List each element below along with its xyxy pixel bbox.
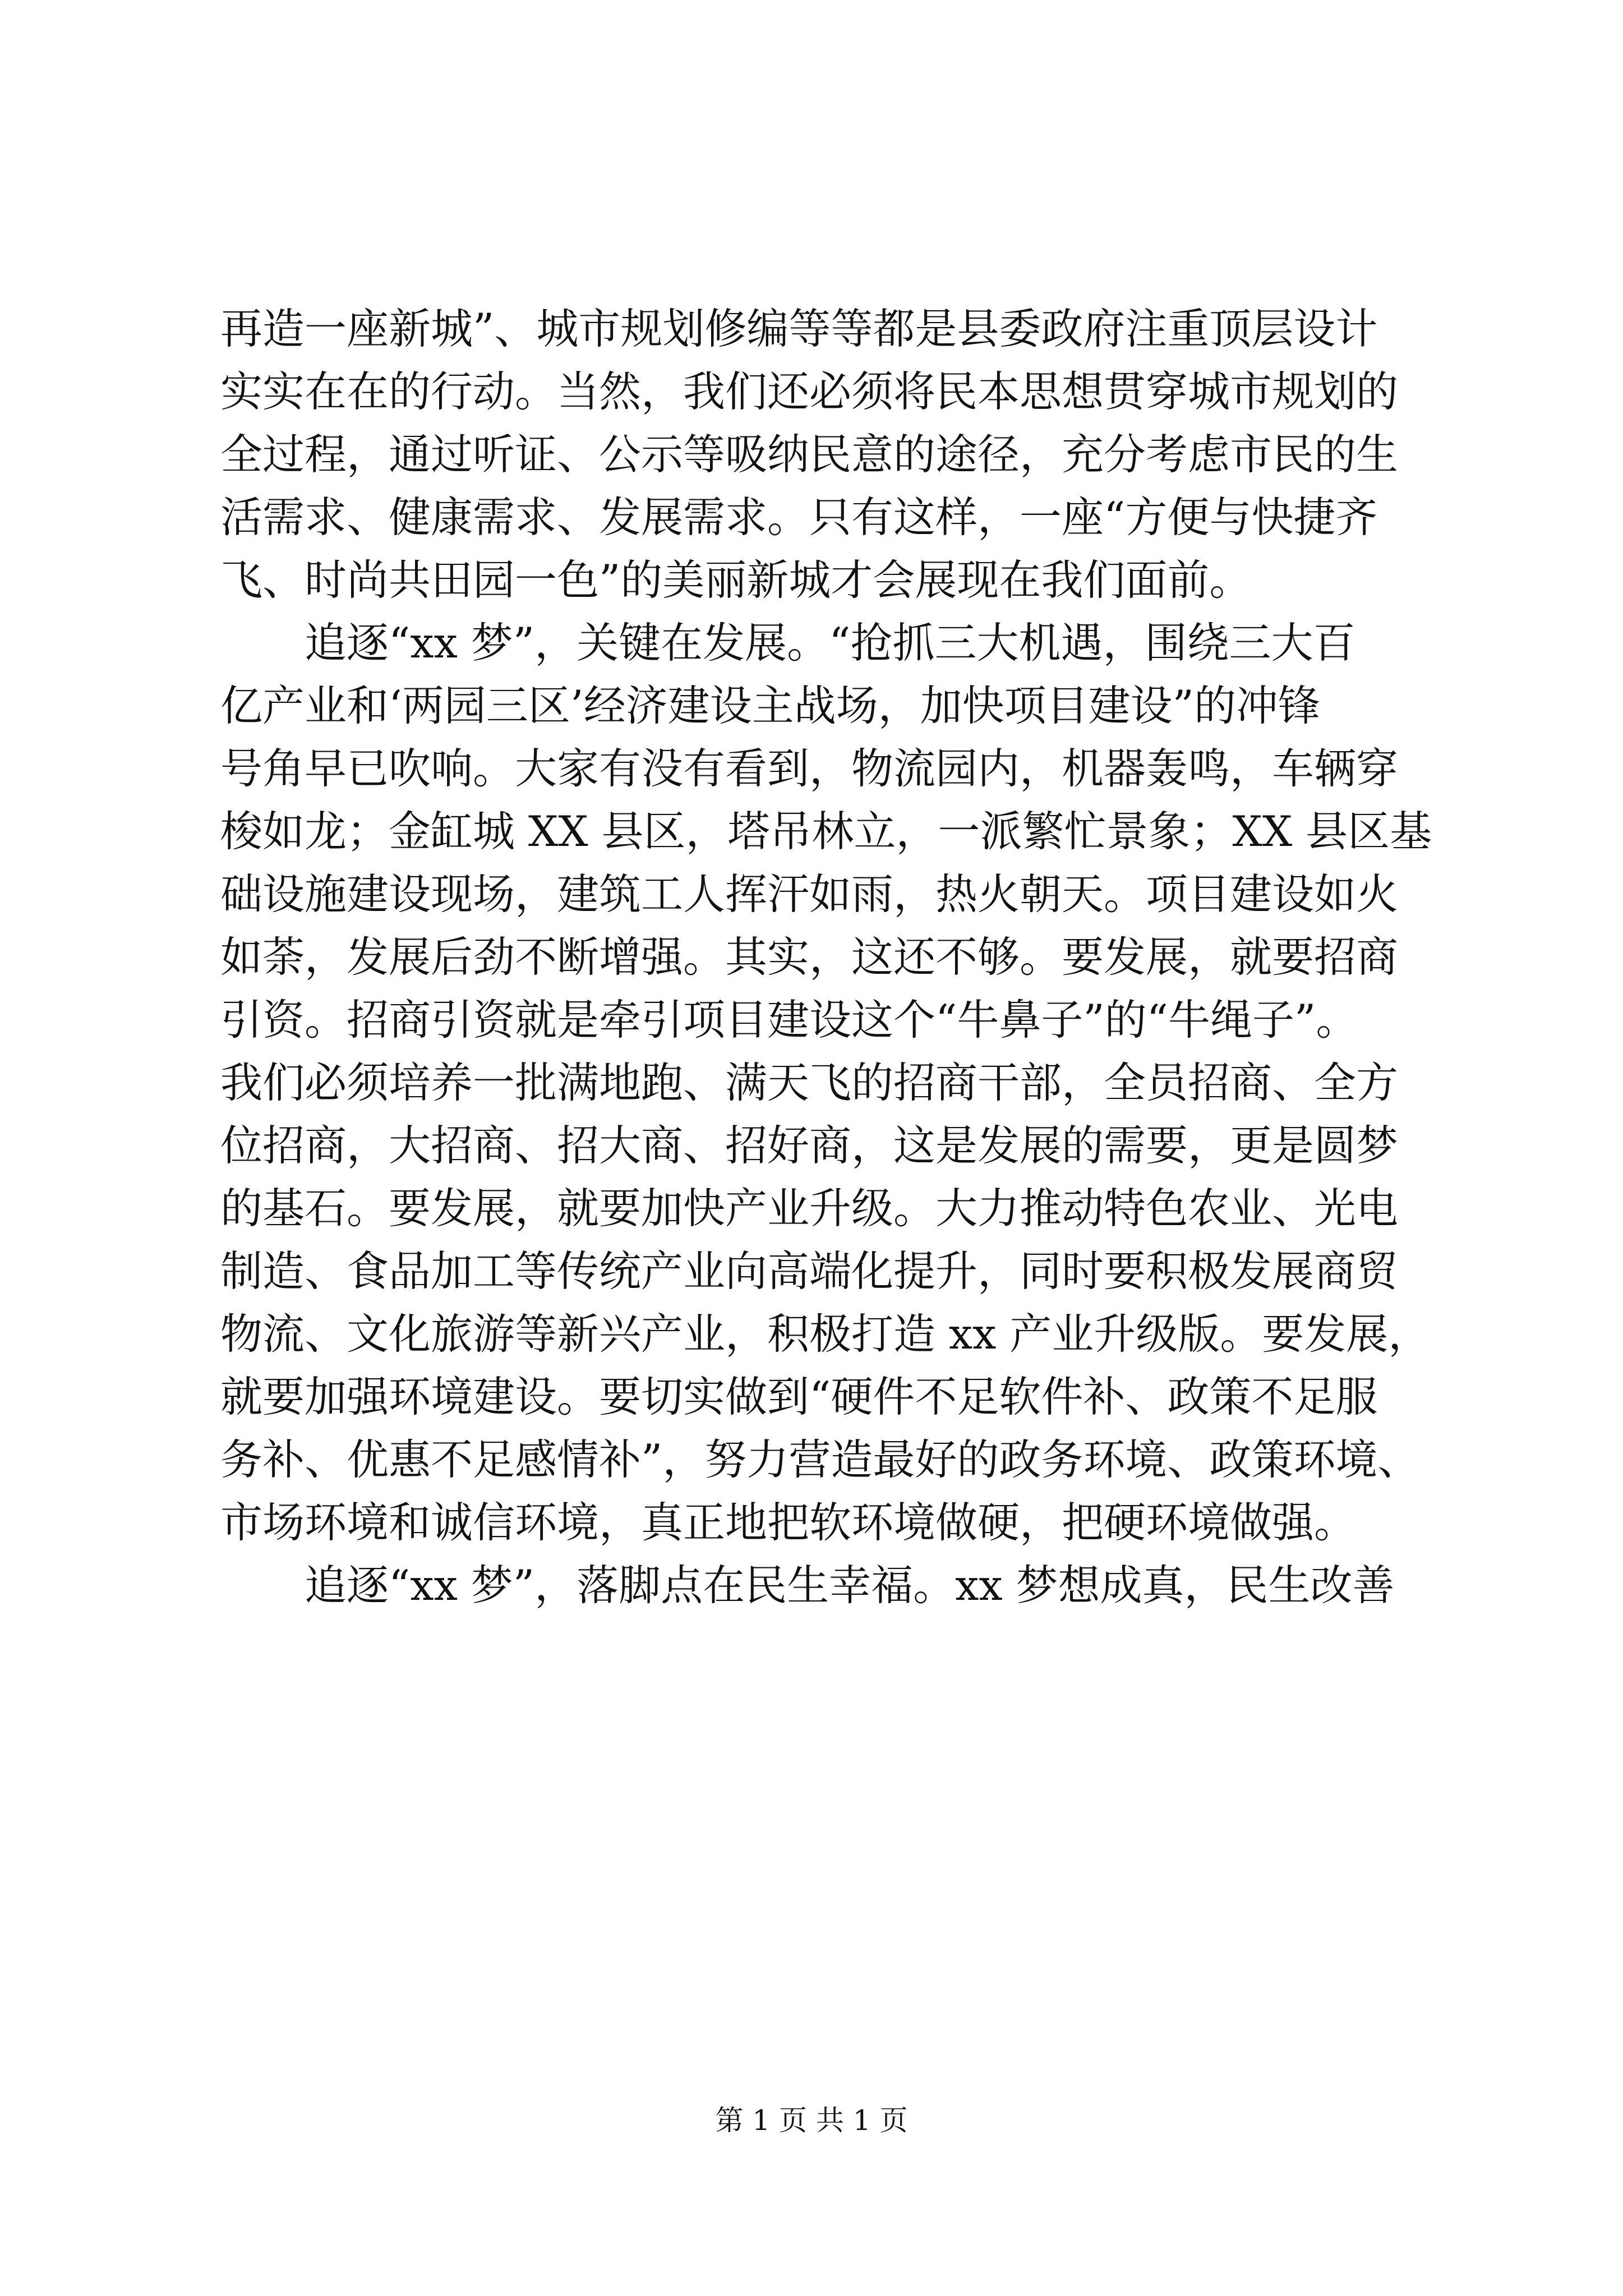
text-line: 梭如龙；金缸城 XX 县区，塔吊林立，一派繁忙景象；XX 县区基 bbox=[220, 807, 1432, 856]
page-number-label: 第 1 页 共 1 页 bbox=[715, 2104, 908, 2137]
text-line: 务补、优惠不足感情补”，努力营造最好的政务环境、政策环境、 bbox=[220, 1435, 1420, 1484]
text-line: 再造一座新城”、城市规划修编等等都是县委政府注重顶层设计 bbox=[220, 304, 1378, 353]
text-line: 追逐“xx 梦”，落脚点在民生幸福。xx 梦想成真，民生改善 bbox=[220, 1561, 1395, 1610]
body-text bbox=[220, 297, 1432, 1617]
text-line: 实实在在的行动。当然，我们还必须将民本思想贯穿城市规划的 bbox=[220, 367, 1399, 416]
text-line: 亿产业和‘两园三区’经济建设主战场，加快项目建设”的冲锋 bbox=[220, 681, 1321, 730]
text-line: 市场环境和诚信环境，真正地把软环境做硬，把硬环境做强。 bbox=[220, 1498, 1357, 1547]
text-line: 位招商，大招商、招大商、招好商，这是发展的需要，更是圆梦 bbox=[220, 1121, 1399, 1170]
text-line: 全过程，通过听证、公示等吸纳民意的途径，充分考虑市民的生 bbox=[220, 430, 1399, 479]
text-line: 引资。招商引资就是牵引项目建设这个“牛鼻子”的“牛绳子”。 bbox=[220, 995, 1358, 1045]
text-line: 就要加强环境建设。要切实做到“硬件不足软件补、政策不足服 bbox=[220, 1372, 1378, 1421]
text-line: 制造、食品加工等传统产业向高端化提升，同时要积极发展商贸 bbox=[220, 1246, 1399, 1296]
page-footer bbox=[0, 2101, 1623, 2140]
text-line: 础设施建设现场，建筑工人挥汗如雨，热火朝天。项目建设如火 bbox=[220, 869, 1399, 919]
text-line: 追逐“xx 梦”，关键在发展。“抢抓三大机遇，围绕三大百 bbox=[220, 618, 1355, 668]
text-line: 活需求、健康需求、发展需求。只有这样，一座“方便与快捷齐 bbox=[220, 493, 1378, 542]
text-line: 飞、时尚共田园一色”的美丽新城才会展现在我们面前。 bbox=[220, 555, 1252, 605]
text-line: 号角早已吹响。大家有没有看到，物流园内，机器轰鸣，车辆穿 bbox=[220, 744, 1399, 793]
text-line: 物流、文化旅游等新兴产业，积极打造 xx 产业升级版。要发展， bbox=[220, 1309, 1431, 1359]
text-line: 的基石。要发展，就要加快产业升级。大力推动特色农业、光电 bbox=[220, 1184, 1399, 1233]
text-line: 如荼，发展后劲不断增强。其实，这还不够。要发展，就要招商 bbox=[220, 932, 1399, 982]
text-line: 我们必须培养一批满地跑、满天飞的招商干部，全员招商、全方 bbox=[220, 1058, 1399, 1107]
